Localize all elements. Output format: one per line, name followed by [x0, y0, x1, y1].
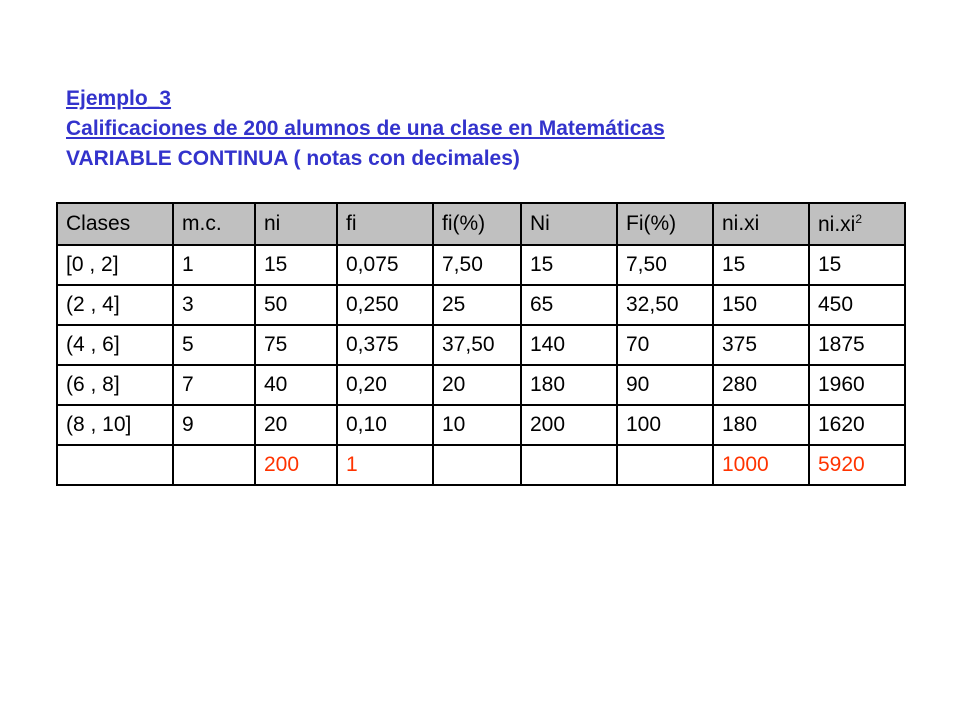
- table-cell: 180: [521, 365, 617, 405]
- table-cell: 1620: [809, 405, 905, 445]
- totals-row: [57, 445, 905, 485]
- table-cell: 0,375: [337, 325, 433, 365]
- table-cell: 450: [809, 285, 905, 325]
- header-cell-ni-xi: ni.xi: [713, 203, 809, 245]
- table-row: [57, 245, 905, 285]
- table-cell: 50: [255, 285, 337, 325]
- table-cell: 75: [255, 325, 337, 365]
- header-cell-Ni: Ni: [521, 203, 617, 245]
- table-cell: 150: [713, 285, 809, 325]
- table-subtitle: Calificaciones de 200 alumnos de una clase en Matemáticas: [66, 117, 665, 140]
- table-cell: 15: [713, 245, 809, 285]
- table-row: [57, 285, 905, 325]
- table-cell: (4 , 6]: [57, 325, 173, 365]
- header-cell-ni-xi-squared: [809, 203, 905, 245]
- totals-cell-fi: 1: [337, 445, 433, 485]
- table-cell: 1960: [809, 365, 905, 405]
- header-exponent: 2: [855, 211, 863, 226]
- header-ni-xi-base: ni.xi: [818, 212, 856, 236]
- table-cell: 1: [173, 245, 255, 285]
- table-cell: 140: [521, 325, 617, 365]
- table-cell: 180: [713, 405, 809, 445]
- table-cell: 3: [173, 285, 255, 325]
- table-cell: 0,20: [337, 365, 433, 405]
- table-cell: 20: [255, 405, 337, 445]
- table-row: [57, 325, 905, 365]
- table-cell: 0,075: [337, 245, 433, 285]
- table-cell: 200: [521, 405, 617, 445]
- table-cell: 40: [255, 365, 337, 405]
- table-cell: (2 , 4]: [57, 285, 173, 325]
- table-cell: 15: [521, 245, 617, 285]
- table-cell: 1875: [809, 325, 905, 365]
- table-cell: 0,10: [337, 405, 433, 445]
- table-cell: 100: [617, 405, 713, 445]
- table-cell: (6 , 8]: [57, 365, 173, 405]
- heading-block: [66, 84, 665, 174]
- header-cell-Fi-percent: Fi(%): [617, 203, 713, 245]
- header-cell-mc: m.c.: [173, 203, 255, 245]
- table-cell: 32,50: [617, 285, 713, 325]
- table-cell: 7: [173, 365, 255, 405]
- table-cell: 15: [809, 245, 905, 285]
- example-title: Ejemplo_3: [66, 87, 172, 110]
- totals-cell-ni-xi: 1000: [713, 445, 809, 485]
- table-cell: 65: [521, 285, 617, 325]
- totals-cell-empty: [521, 445, 617, 485]
- table-cell: 5: [173, 325, 255, 365]
- table-row: [57, 365, 905, 405]
- header-cell-ni: ni: [255, 203, 337, 245]
- table-cell: 7,50: [617, 245, 713, 285]
- totals-cell-ni: 200: [255, 445, 337, 485]
- frequency-table: [56, 202, 906, 486]
- totals-cell-empty: [173, 445, 255, 485]
- totals-cell-ni-xi-squared: 5920: [809, 445, 905, 485]
- table-header-row: [57, 203, 905, 245]
- table-cell: 20: [433, 365, 521, 405]
- table-cell: 0,250: [337, 285, 433, 325]
- totals-cell-empty: [433, 445, 521, 485]
- table-cell: 7,50: [433, 245, 521, 285]
- header-cell-clases: Clases: [57, 203, 173, 245]
- table-row: [57, 405, 905, 445]
- table-cell: 90: [617, 365, 713, 405]
- table-cell: 9: [173, 405, 255, 445]
- table-cell: 10: [433, 405, 521, 445]
- table-cell: 375: [713, 325, 809, 365]
- header-cell-fi-percent: fi(%): [433, 203, 521, 245]
- totals-cell-empty: [617, 445, 713, 485]
- table-cell: (8 , 10]: [57, 405, 173, 445]
- table-cell: 15: [255, 245, 337, 285]
- table-cell: 25: [433, 285, 521, 325]
- table-cell: 280: [713, 365, 809, 405]
- table-cell: 37,50: [433, 325, 521, 365]
- table-cell: 70: [617, 325, 713, 365]
- header-cell-fi: fi: [337, 203, 433, 245]
- totals-cell-empty: [57, 445, 173, 485]
- variable-description: VARIABLE CONTINUA ( notas con decimales): [66, 147, 520, 170]
- table-cell: [0 , 2]: [57, 245, 173, 285]
